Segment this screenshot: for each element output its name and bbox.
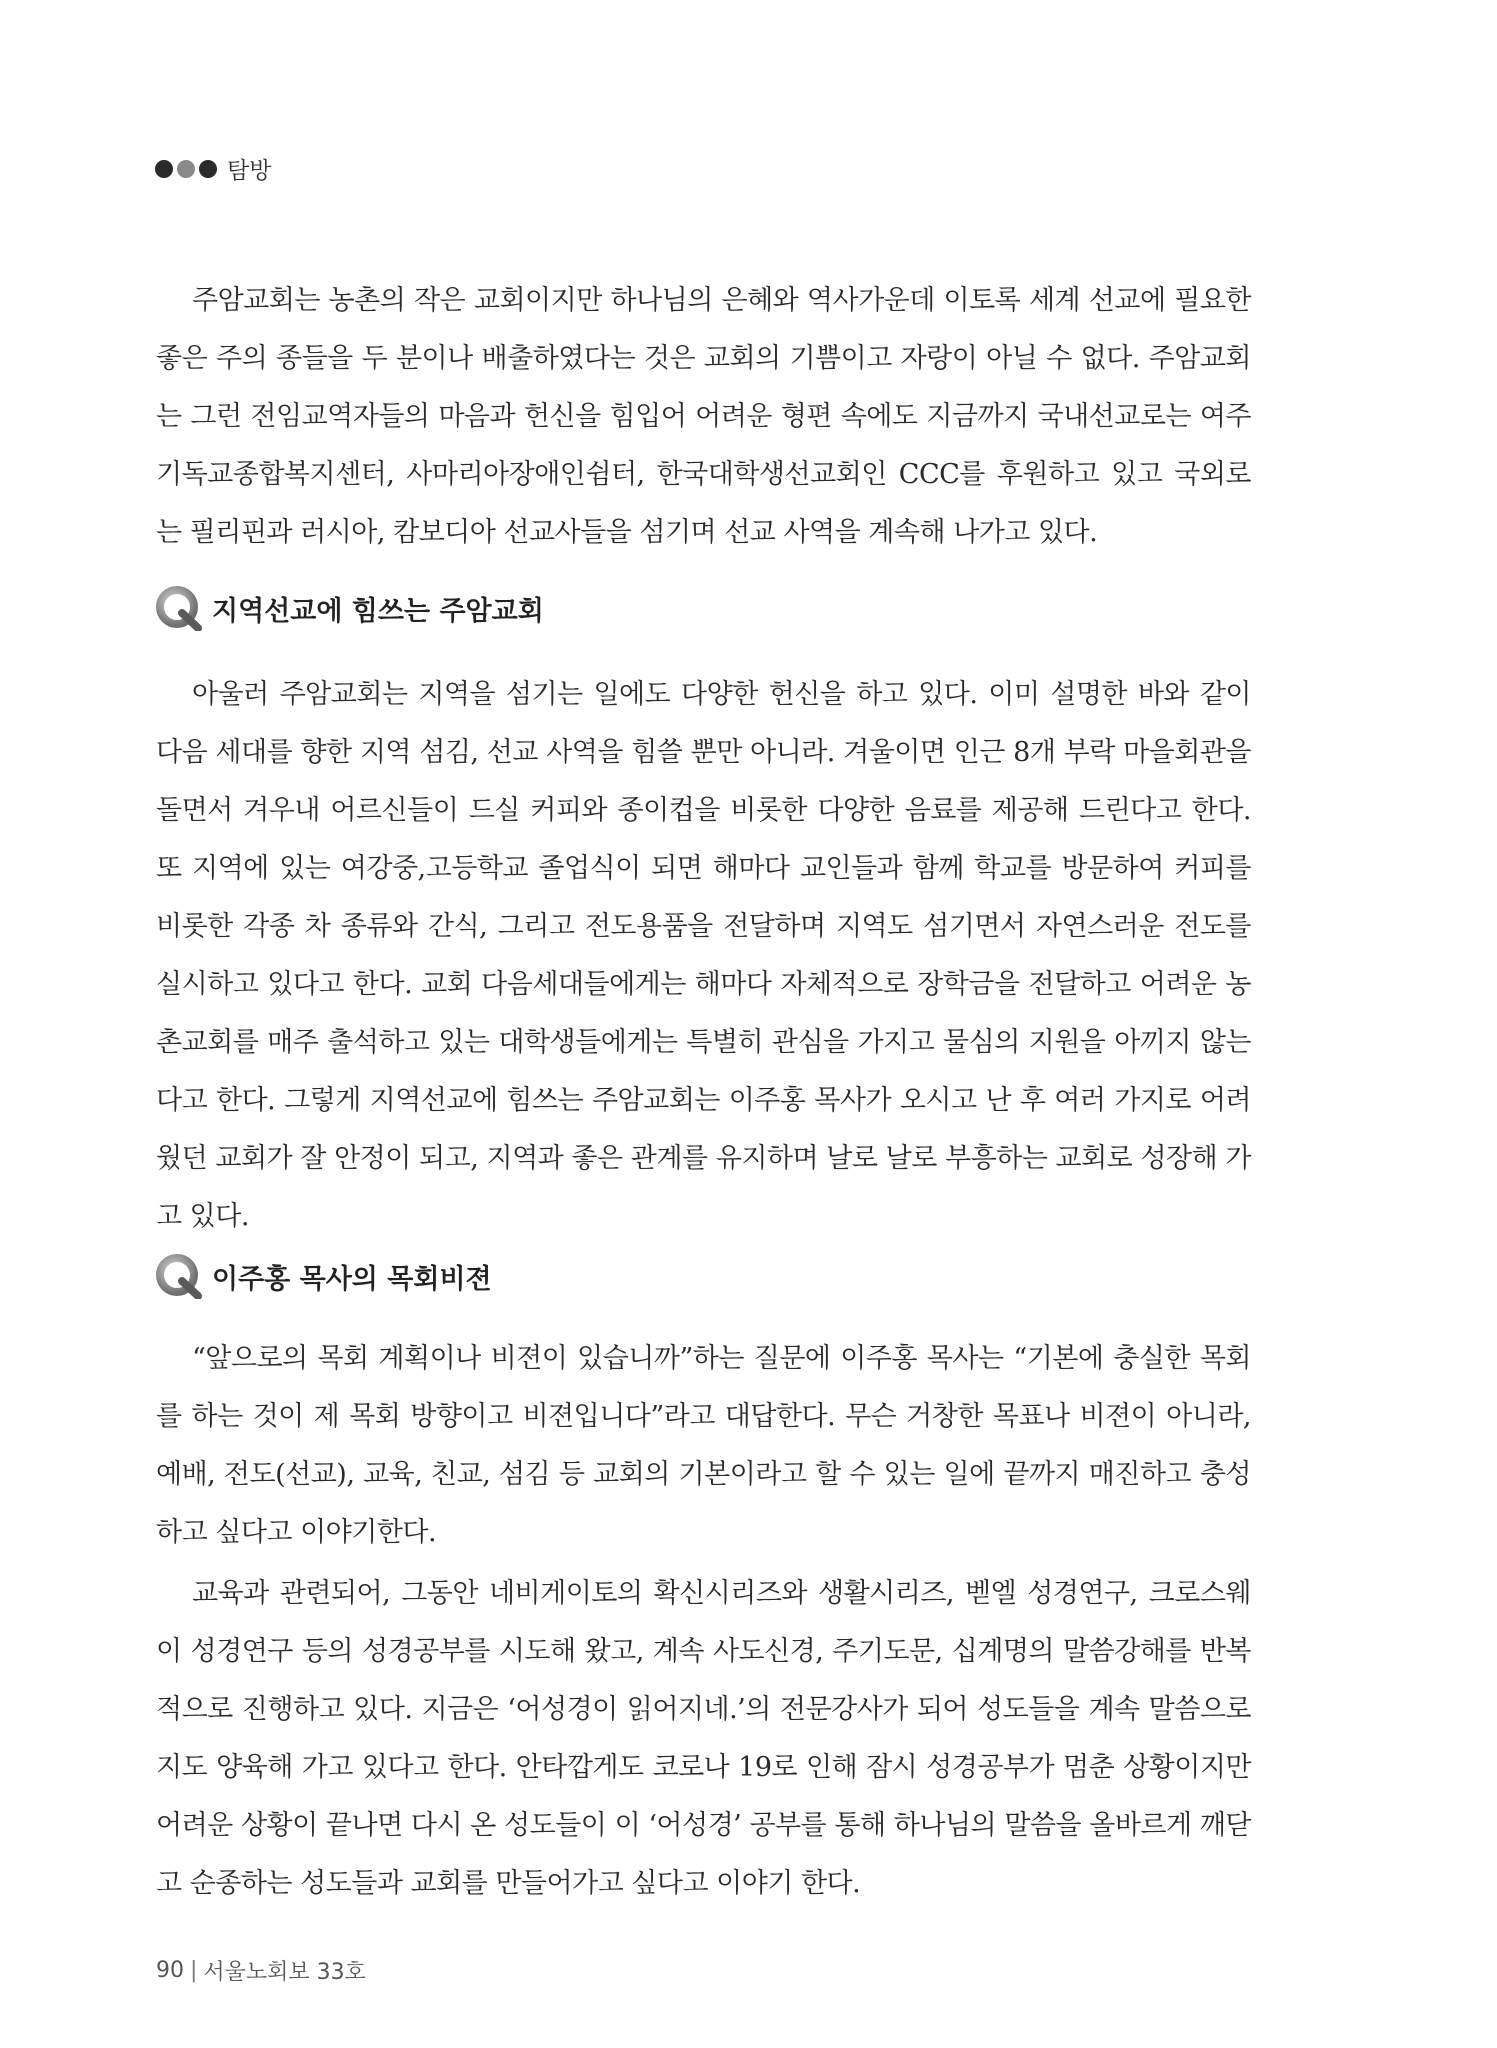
paragraph-vision: “앞으로의 목회 계획이나 비젼이 있습니까”하는 질문에 이주홍 목사는 “기본에 충실한 목회를 하는 것이 제 목회 방향이고 비젼입니다”라고 대답한다. 무슨 거창한 목표나 비젼이 아니라, 예배, 전도(선교), 교육, 친교, 섬김 등 교회의 기본이라고 할 수 있는 일에 끝까지 매진하고 충성하고 싶다고 이야기한다. (156, 1343, 1251, 1548)
publication-name: 서울노회보 33호 (203, 1960, 366, 1985)
dot-icon (155, 160, 173, 178)
page-header (155, 152, 271, 185)
page-number: 90 (156, 1958, 184, 1983)
paragraph-regional-mission: 아울러 주암교회는 지역을 섬기는 일에도 다양한 헌신을 하고 있다. 이미 설명한 바와 같이 다음 세대를 향한 지역 섬김, 선교 사역을 힘쓸 뿐만 아니라. 겨울이면 인근 8개 부락 마을회관을 돌면서 겨우내 어르신들이 드실 커피와 종이컵을 비롯한 다양한 음료를 제공해 드린다고 한다. 또 지역에 있는 여강중,고등학교 졸업식이 되면 해마다 교인들과 함께 학교를 방문하여 커피를 비롯한 각종 차 종류와 간식, 그리고 전도용품을 전달하며 지역도 섬기면서 자연스러운 전도를 실시하고 있다고 한다. 교회 다음세대들에게는 해마다 자체적으로 장학금을 전달하고 어려운 농촌교회를 매주 출석하고 있는 대학생들에게는 특별히 관심을 가지고 물심의 지원을 아끼지 않는다고 한다. 그렇게 지역선교에 힘쓰는 주암교회는 이주홍 목사가 오시고 난 후 여러 가지로 어려웠던 교회가 잘 안정이 되고, 지역과 좋은 관계를 유지하며 날로 날로 부흥하는 교회로 성장해 가고 있다. (156, 679, 1251, 1232)
heading-regional-mission (156, 585, 544, 631)
footer-divider: | (190, 1958, 198, 1983)
section-label: 탐방 (227, 158, 272, 184)
heading-text: 이주홍 목사의 목회비젼 (212, 1263, 492, 1295)
heading-pastoral-vision (156, 1253, 492, 1299)
q-letter-icon (156, 1253, 202, 1299)
dot-icon (177, 160, 195, 178)
heading-text: 지역선교에 힘쓰는 주암교회 (212, 595, 544, 627)
header-dots (155, 160, 217, 178)
page-footer (156, 1955, 366, 1986)
paragraph-intro: 주암교회는 농촌의 작은 교회이지만 하나님의 은혜와 역사가운데 이토록 세계 선교에 필요한 좋은 주의 종들을 두 분이나 배출하였다는 것은 교회의 기쁨이고 자랑이 아닐 수 없다. 주암교회는 그런 전임교역자들의 마음과 헌신을 힘입어 어려운 형편 속에도 지금까지 국내선교로는 여주 기독교종합복지센터, 사마리아장애인쉼터, 한국대학생선교회인 CCC를 후원하고 있고 국외로는 필리핀과 러시아, 캄보디아 선교사들을 섬기며 선교 사역을 계속해 나가고 있다. (156, 285, 1251, 548)
paragraph-education: 교육과 관련되어, 그동안 네비게이토의 확신시리즈와 생활시리즈, 벧엘 성경연구, 크로스웨이 성경연구 등의 성경공부를 시도해 왔고, 계속 사도신경, 주기도문, 십계명의 말씀강해를 반복적으로 진행하고 있다. 지금은 ‘어성경이 읽어지네.’의 전문강사가 되어 성도들을 계속 말씀으로 지도 양육해 가고 있다고 한다. 안타깝게도 코로나 19로 인해 잠시 성경공부가 멈춘 상황이지만 어려운 상황이 끝나면 다시 온 성도들이 이 ‘어성경’ 공부를 통해 하나님의 말씀을 올바르게 깨닫고 순종하는 성도들과 교회를 만들어가고 싶다고 이야기 한다. (156, 1578, 1251, 1899)
dot-icon (199, 160, 217, 178)
q-letter-icon (156, 585, 202, 631)
